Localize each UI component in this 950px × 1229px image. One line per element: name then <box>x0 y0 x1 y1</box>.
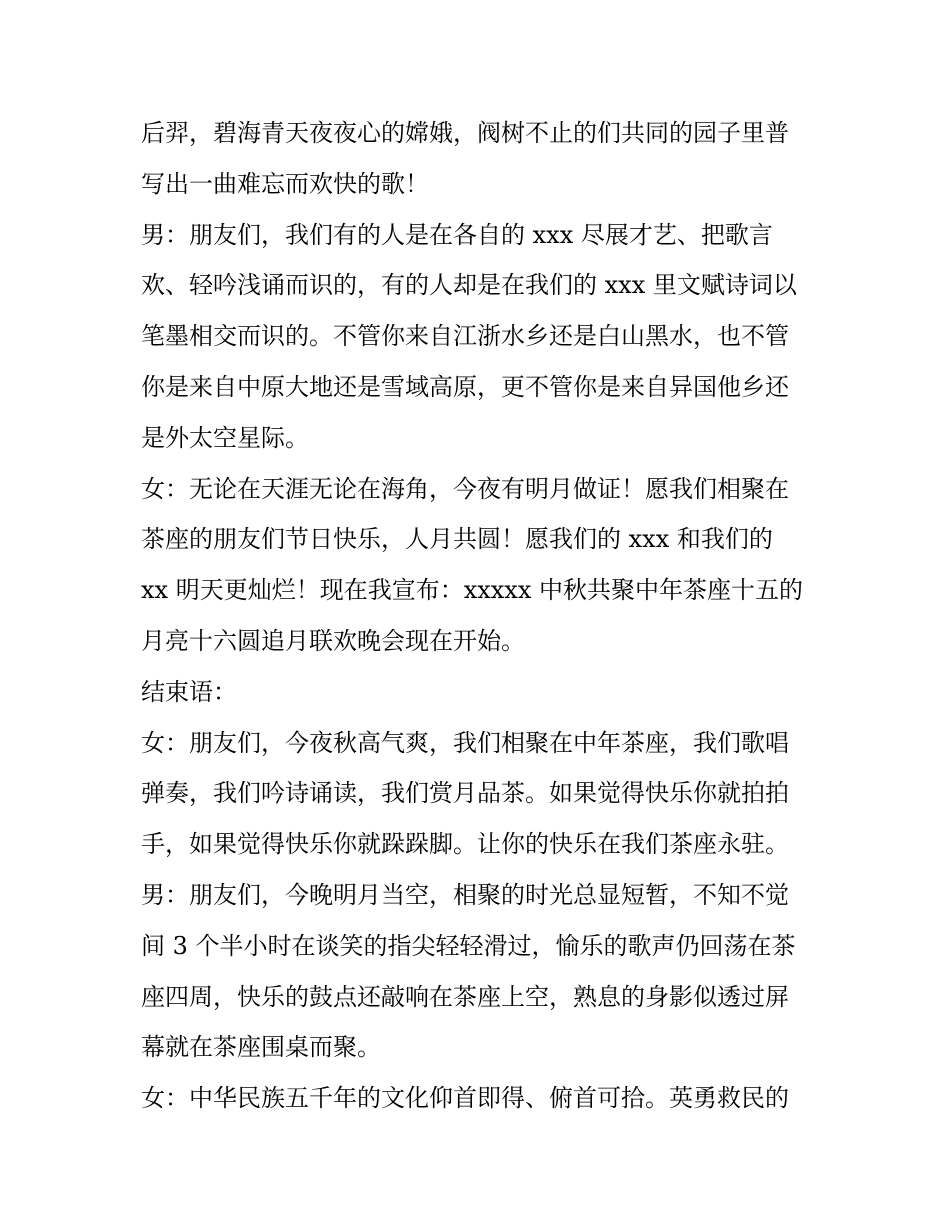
document-body <box>141 108 821 1124</box>
text-line: 手，如果觉得快乐你就跺跺脚。让你的快乐在我们茶座永驻。 <box>141 830 789 859</box>
text-line: 男：朋友们，我们有的人是在各自的 xxx 尽展才艺、把歌言 <box>141 220 773 249</box>
text-line: 笔墨相交而识的。不管你来自江浙水乡还是白山黑水，也不管 <box>141 322 789 351</box>
text-line: 你是来自中原大地还是雪域高原，更不管你是来自异国他乡还 <box>141 372 789 401</box>
text-line: 是外太空星际。 <box>141 423 309 452</box>
text-line: 间 3 个半小时在谈笑的指尖轻轻滑过，愉乐的歌声仍回荡在茶 <box>141 931 796 960</box>
text-line: 月亮十六圆追月联欢晚会现在开始。 <box>141 626 525 655</box>
text-line: 茶座的朋友们节日快乐，人月共圆！愿我们的 xxx 和我们的 <box>141 525 773 554</box>
text-line: 女：朋友们，今夜秋高气爽，我们相聚在中年茶座，我们歌唱 <box>141 728 789 757</box>
text-line: 后羿，碧海青天夜夜心的嫦娥，阀树不止的们共同的园子里普 <box>141 119 789 147</box>
text-line: 女：中华民族五千年的文化仰首即得、俯首可拾。英勇救民的 <box>141 1084 789 1113</box>
text-line: 座四周，快乐的鼓点还敲响在茶座上空，熟息的身影似透过屏 <box>141 982 789 1011</box>
text-line: 女：无论在天涯无论在海角，今夜有明月做证！愿我们相聚在 <box>141 474 789 503</box>
text-line: 弹奏，我们吟诗诵读，我们赏月品茶。如果觉得快乐你就拍拍 <box>141 779 789 808</box>
text-line: 写出一曲难忘而欢快的歌！ <box>141 169 429 198</box>
text-line: 幕就在茶座围桌而聚。 <box>141 1033 381 1062</box>
text-line: 欢、轻吟浅诵而识的，有的人却是在我们的 xxx 里文赋诗词以 <box>141 271 797 300</box>
section-heading: 结束语： <box>141 677 237 706</box>
text-line: xx 明天更灿烂！现在我宣布：xxxxx 中秋共聚中年茶座十五的 <box>141 576 804 605</box>
text-line: 男：朋友们，今晚明月当空，相聚的时光总显短暂，不知不觉 <box>141 880 789 909</box>
